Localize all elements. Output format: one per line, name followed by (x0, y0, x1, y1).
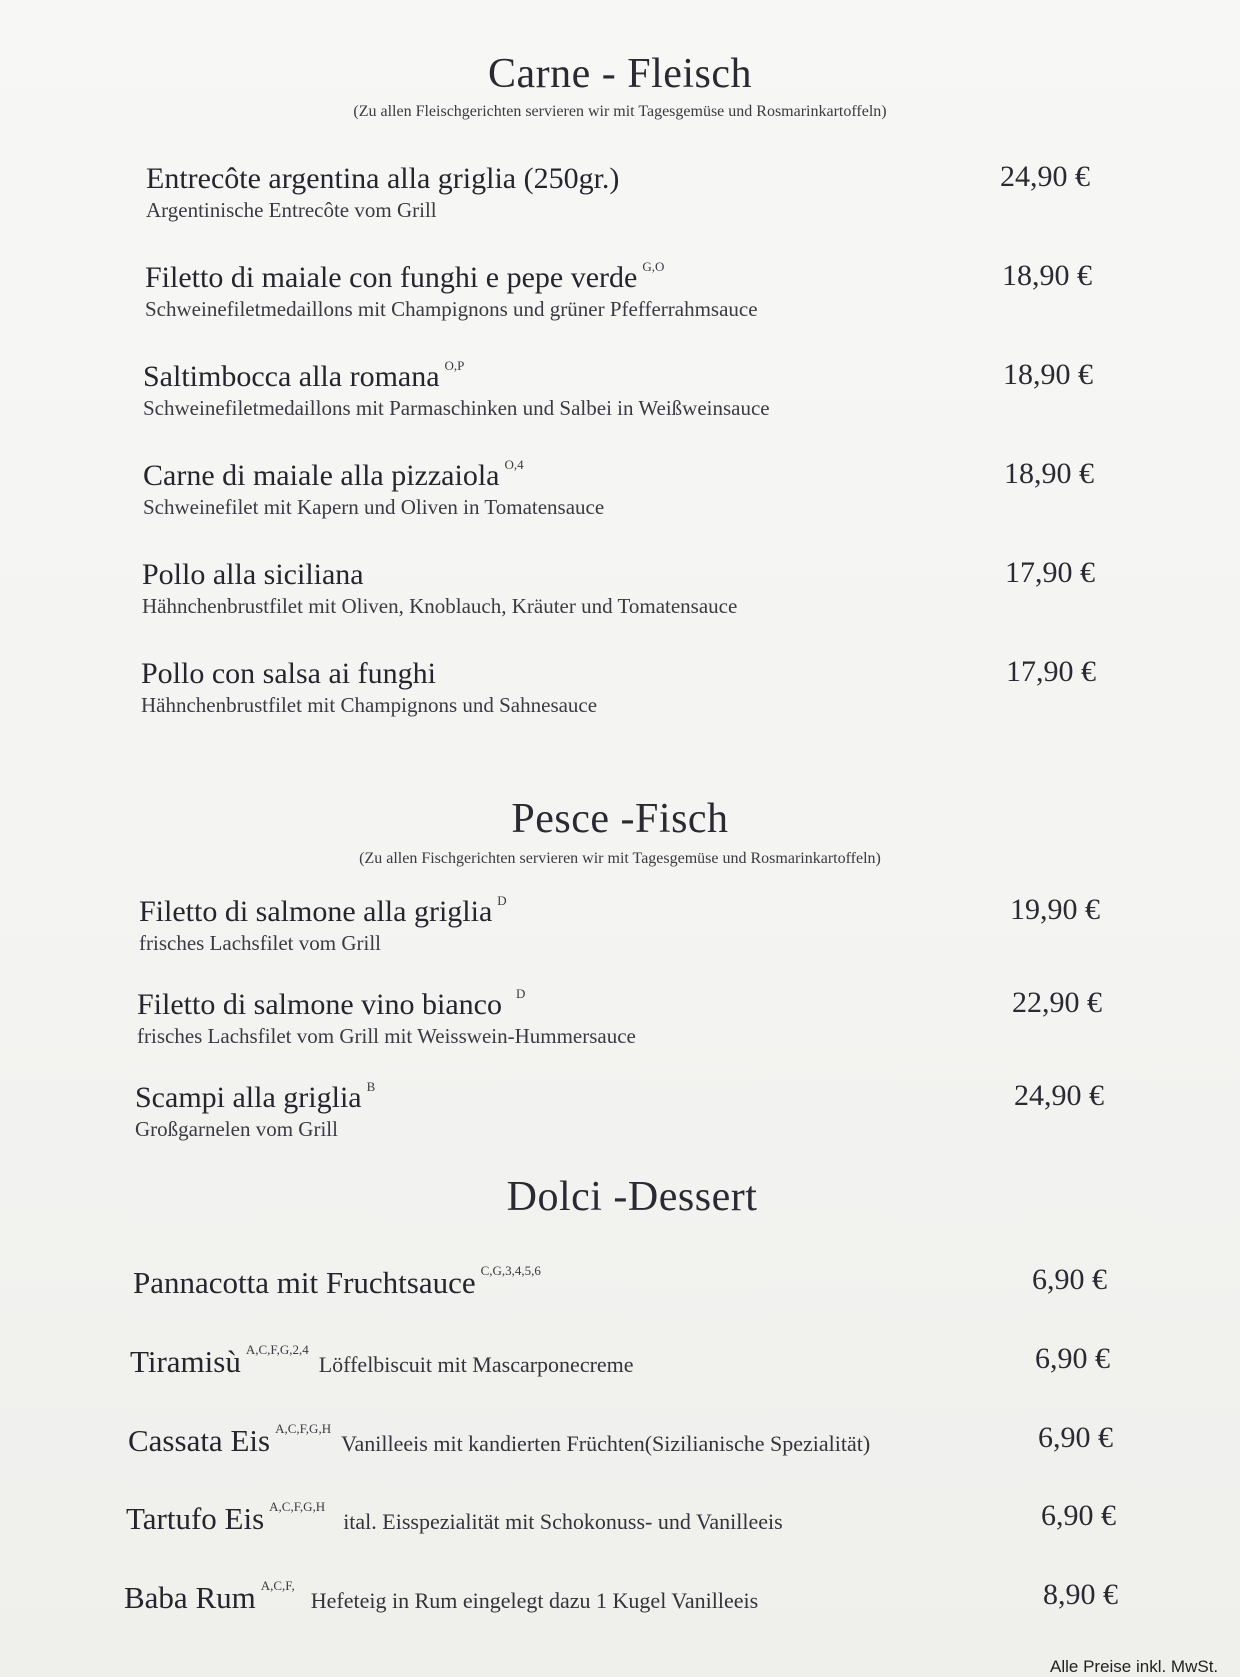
menu-item (0, 160, 1240, 240)
dessert-price: 6,90 € (1035, 1342, 1110, 1375)
item-description: Schweinefiletmedaillons mit Parmaschinken und Salbei in Weißweinsauce (143, 396, 770, 420)
dessert-price: 6,90 € (1041, 1499, 1116, 1532)
item-description: frisches Lachsfilet vom Grill (139, 931, 382, 955)
fish-section-title: Pesce -Fisch (511, 796, 729, 842)
item-name: Pollo con salsa ai funghi (141, 657, 436, 690)
item-price: 17,90 € (1005, 556, 1095, 589)
dessert-item (0, 1578, 1240, 1628)
dessert-item (0, 1499, 1240, 1549)
dessert-price: 6,90 € (1032, 1263, 1107, 1296)
allergen-codes: D (497, 893, 507, 908)
item-price: 19,90 € (1010, 893, 1100, 926)
menu-item (0, 986, 1240, 1066)
allergen-codes: C,G,3,4,5,6 (480, 1263, 541, 1278)
dessert-item (0, 1342, 1240, 1392)
item-description: Schweinefiletmedaillons mit Champignons und grüner Pfefferrahmsauce (145, 297, 758, 321)
dessert-item (0, 1263, 1240, 1313)
item-description: frisches Lachsfilet vom Grill mit Weisswein-Hummersauce (137, 1024, 636, 1048)
dessert-description: Vanilleeis mit kandierten Früchten(Sizilianische Spezialität) (341, 1431, 871, 1456)
item-name: Filetto di salmone vino bianco $^D$ (137, 986, 526, 1021)
item-name: Filetto di maiale con funghi e pepe verde $^{G,O}$ (145, 259, 665, 294)
item-description: Hähnchenbrustfilet mit Champignons und Sahnesauce (141, 693, 598, 717)
dessert-description: Hefeteig in Rum eingelegt dazu 1 Kugel Vanilleeis (310, 1588, 759, 1613)
price-footnote: Alle Preise inkl. MwSt. (1050, 1657, 1219, 1676)
item-name: Pollo alla siciliana (142, 558, 364, 591)
item-description: Argentinische Entrecôte vom Grill (146, 198, 437, 222)
item-description: Hähnchenbrustfilet mit Oliven, Knoblauch, Kräuter und Tomatensauce (142, 594, 738, 618)
dessert-name: Tiramisù $^{A,C,F,G,2,4}$Löffelbiscuit mit Mascarponecreme (130, 1342, 634, 1379)
item-name: Entrecôte argentina alla griglia (250gr.) (146, 162, 620, 195)
item-price: 24,90 € (1014, 1079, 1104, 1112)
allergen-codes: A,C,F,G,2,4 (245, 1342, 309, 1357)
item-name: Scampi alla griglia $^B$ (135, 1079, 376, 1114)
dessert-name: Cassata Eis $^{A,C,F,G,H}$Vanilleeis mit kandierten Früchten(Sizilianische Spezialität) (128, 1421, 871, 1458)
menu-item (0, 1079, 1240, 1159)
menu-item (0, 358, 1240, 438)
menu-item (0, 457, 1240, 537)
dessert-item (0, 1421, 1240, 1471)
item-description: Schweinefilet mit Kapern und Oliven in Tomatensauce (143, 495, 605, 519)
dessert-description: Löffelbiscuit mit Mascarponecreme (318, 1352, 634, 1377)
allergen-codes: A,C,F, (260, 1578, 295, 1593)
dessert-name: Baba Rum $^{A,C,F,}$Hefeteig in Rum eingelegt dazu 1 Kugel Vanilleeis (124, 1578, 759, 1615)
allergen-codes: D (515, 986, 526, 1001)
dessert-price: 6,90 € (1038, 1421, 1113, 1454)
item-price: 17,90 € (1006, 655, 1096, 688)
fish-section-note: (Zu allen Fischgerichten servieren wir mit Tagesgemüse und Rosmarinkartoffeln) (359, 850, 881, 867)
dessert-name: Pannacotta mit Fruchtsauce $^{C,G,3,4,5,6}$ (133, 1263, 541, 1300)
dessert-section-title: Dolci -Dessert (506, 1174, 758, 1220)
menu-item (0, 556, 1240, 636)
item-price: 24,90 € (1000, 160, 1090, 193)
menu-item (0, 259, 1240, 339)
dessert-name: Tartufo Eis $^{A,C,F,G,H}$ital. Eisspezialität mit Schokonuss- und Vanilleeis (126, 1499, 783, 1536)
dessert-price: 8,90 € (1043, 1578, 1118, 1611)
allergen-codes: G,O (642, 259, 665, 274)
menu-item (0, 655, 1240, 735)
item-name: Saltimbocca alla romana $^{O,P}$ (143, 358, 465, 393)
item-name: Carne di maiale alla pizzaiola $^{O,4}$ (143, 457, 524, 492)
meat-section-title: Carne - Fleisch (487, 51, 753, 97)
allergen-codes: A,C,F,G,H (275, 1421, 332, 1436)
item-price: 18,90 € (1003, 358, 1093, 391)
item-description: Großgarnelen vom Grill (135, 1117, 338, 1141)
meat-section-note: (Zu allen Fleischgerichten servieren wir mit Tagesgemüse und Rosmarinkartoffeln) (353, 103, 887, 120)
item-name: Filetto di salmone alla griglia $^D$ (139, 893, 507, 928)
item-price: 22,90 € (1012, 986, 1102, 1019)
allergen-codes: O,P (444, 358, 465, 373)
item-price: 18,90 € (1004, 457, 1094, 490)
menu-item (0, 893, 1240, 973)
allergen-codes: O,4 (504, 457, 524, 472)
allergen-codes: B (366, 1079, 376, 1094)
item-price: 18,90 € (1002, 259, 1092, 292)
allergen-codes: A,C,F,G,H (269, 1499, 326, 1514)
dessert-description: ital. Eisspezialität mit Schokonuss- und Vanilleeis (343, 1509, 783, 1534)
